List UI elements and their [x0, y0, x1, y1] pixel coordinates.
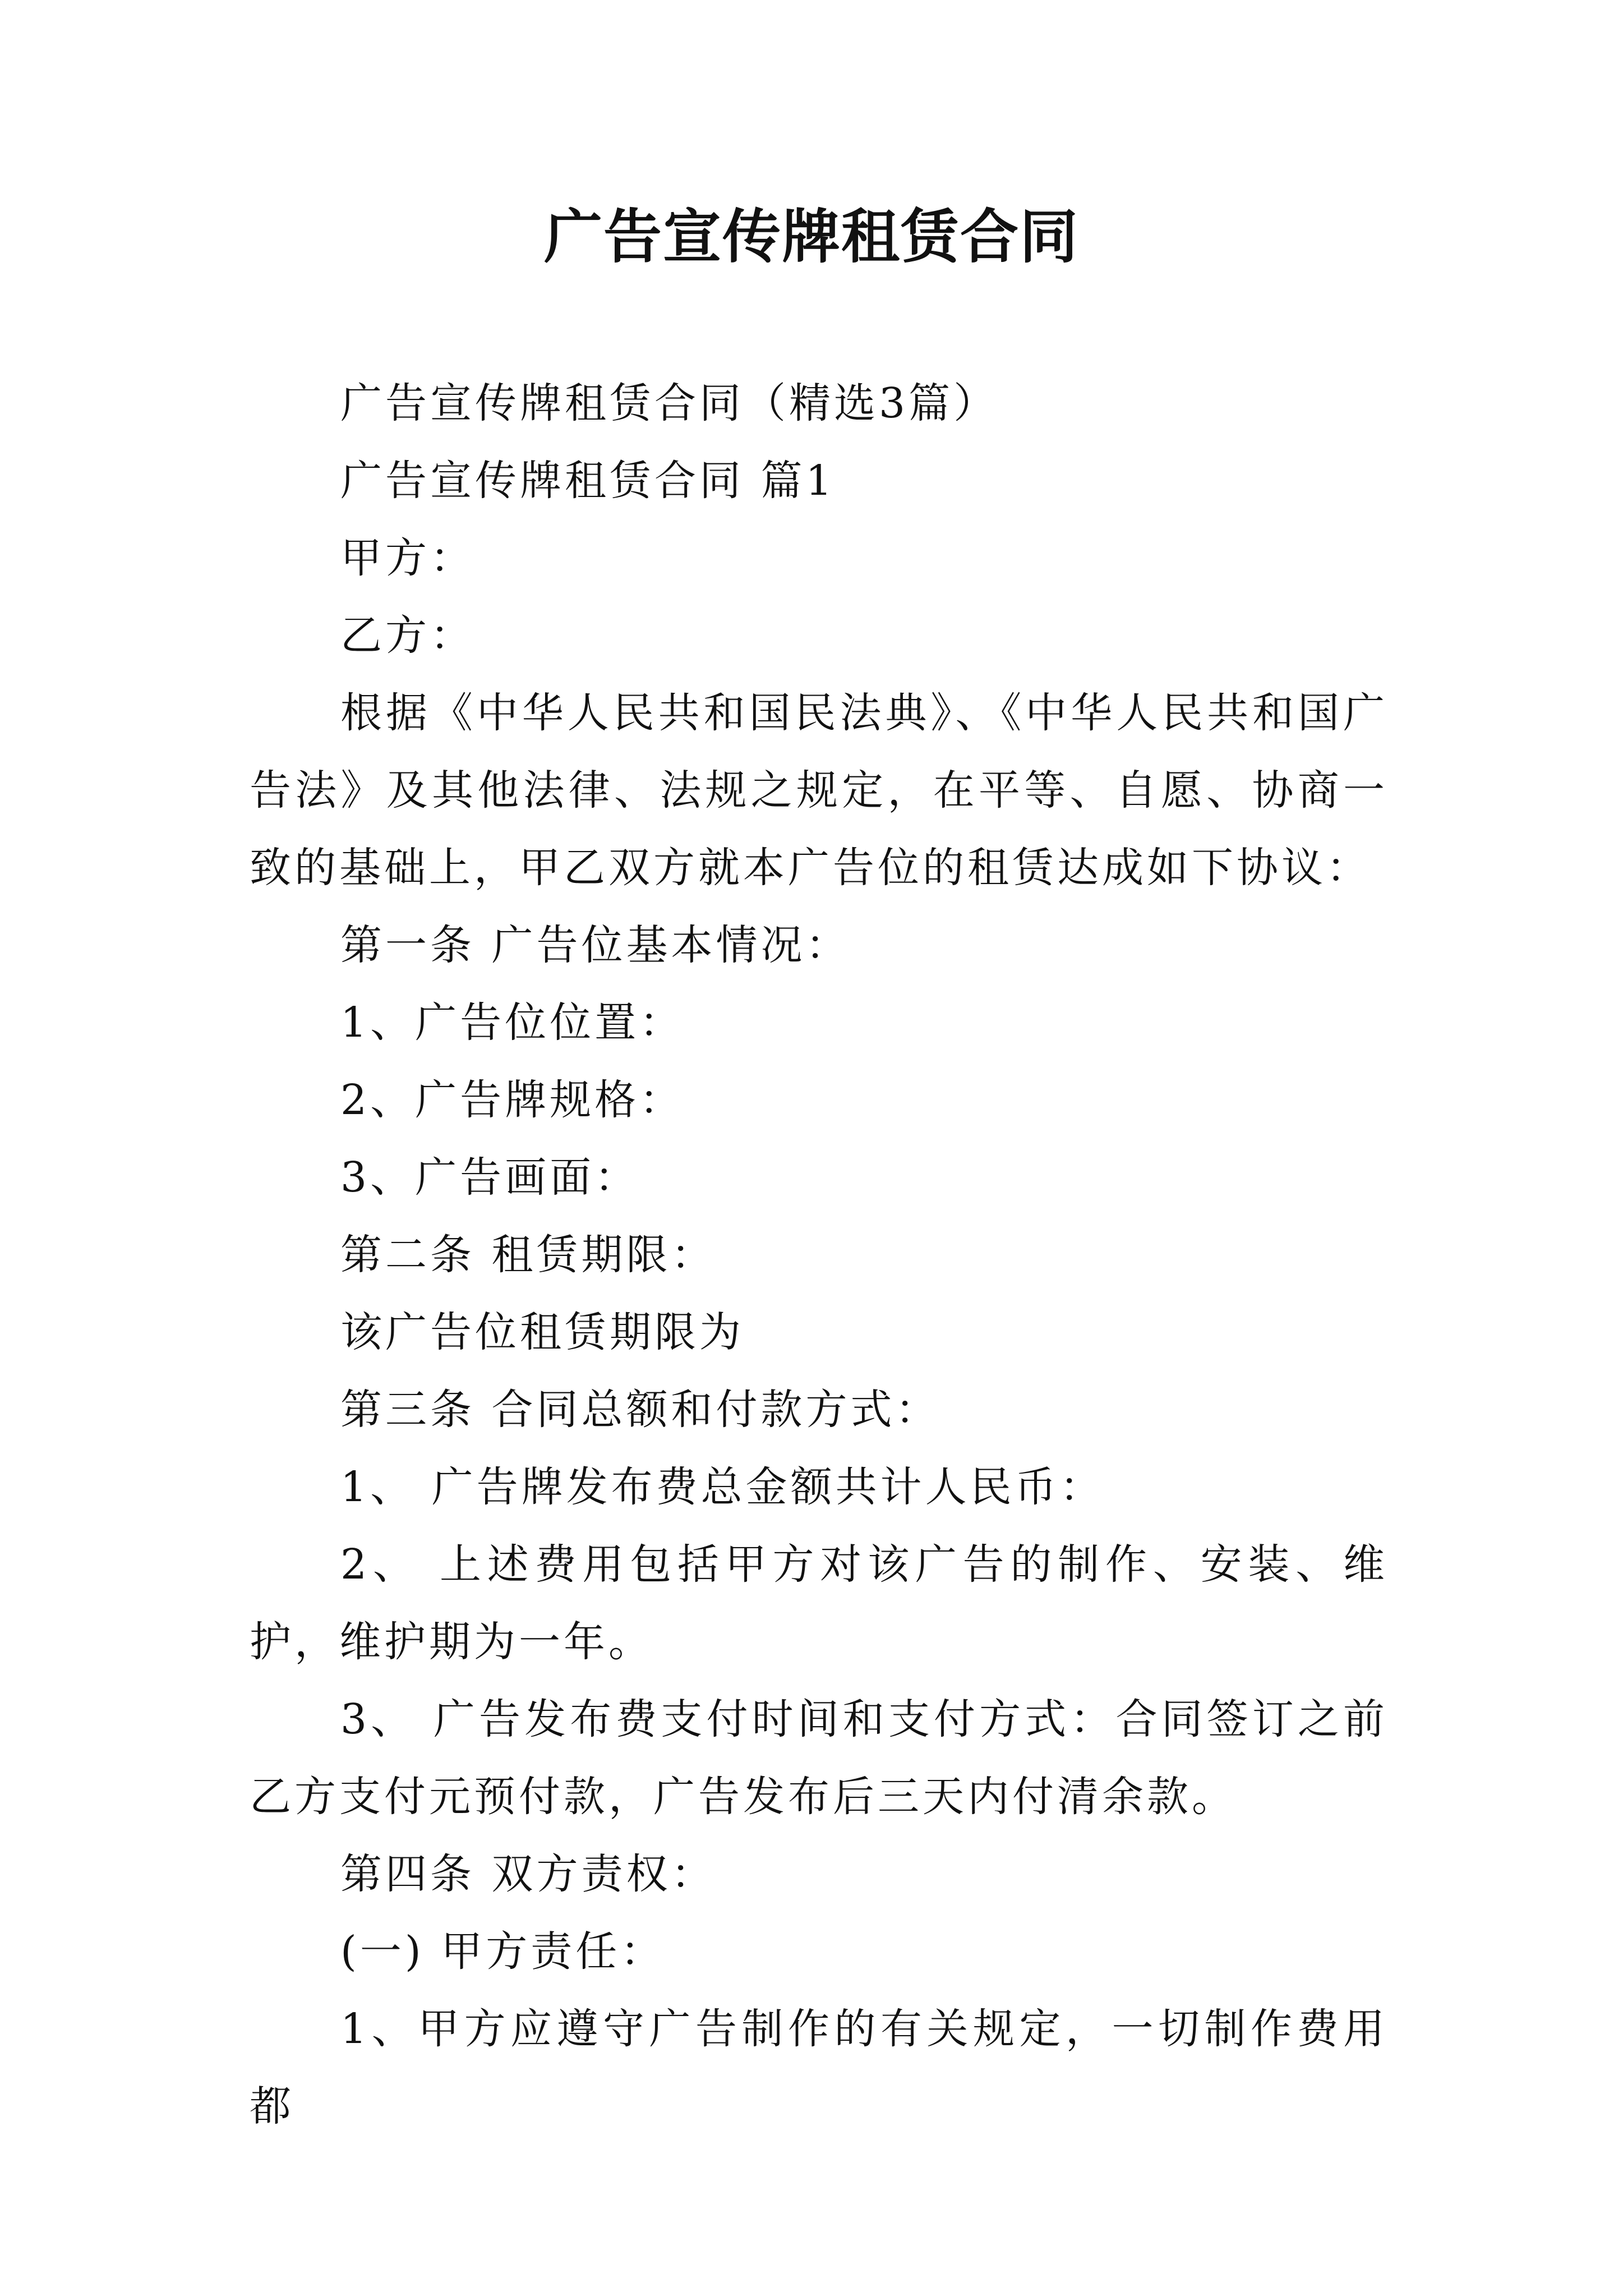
paragraph-item: 1、甲方应遵守广告制作的有关规定，一切制作费用都	[250, 2005, 1388, 2131]
paragraph-subsection: (一) 甲方责任：	[340, 1927, 666, 1976]
paragraph-article-2: 第二条 租赁期限：	[340, 1231, 716, 1279]
paragraph-item: 2、 上述费用包括甲方对该广告的制作、安装、维护，维护期为一年。	[250, 1540, 1388, 1666]
paragraph-article-1: 第一条 广告位基本情况：	[340, 921, 851, 969]
paragraph-preamble: 根据《中华人民共和国民法典》、《中华人民共和国广告法》及其他法律、法规之规定，在平等、自愿、协商一致的基础上，甲乙双方就本广告位的租赁达成如下协议：	[250, 689, 1388, 892]
paragraph-article-4: 第四条 双方责权：	[340, 1850, 716, 1898]
document-body	[250, 365, 1388, 2145]
paragraph-article-3: 第三条 合同总额和付款方式：	[340, 1386, 940, 1434]
paragraph-party-a: 甲方：	[340, 534, 475, 582]
paragraph-item: 1、广告位位置：	[340, 999, 685, 1047]
paragraph-party-b: 乙方：	[340, 611, 475, 660]
paragraph-part-heading: 广告宣传牌租赁合同 篇1	[340, 457, 836, 505]
paragraph-item: 3、 广告发布费支付时间和支付方式：合同签订之前乙方支付元预付款，广告发布后三天内付清余款。	[250, 1695, 1388, 1821]
paragraph-subtitle: 广告宣传牌租赁合同（精选3篇）	[340, 379, 999, 427]
document-title: 广告宣传牌租赁合同	[543, 202, 1079, 271]
paragraph-lease-term: 该广告位租赁期限为	[340, 1308, 744, 1356]
paragraph-item: 2、广告牌规格：	[340, 1076, 685, 1124]
paragraph-item: 3、广告画面：	[340, 1153, 640, 1202]
paragraph-item: 1、 广告牌发布费总金额共计人民币：	[340, 1463, 1105, 1511]
